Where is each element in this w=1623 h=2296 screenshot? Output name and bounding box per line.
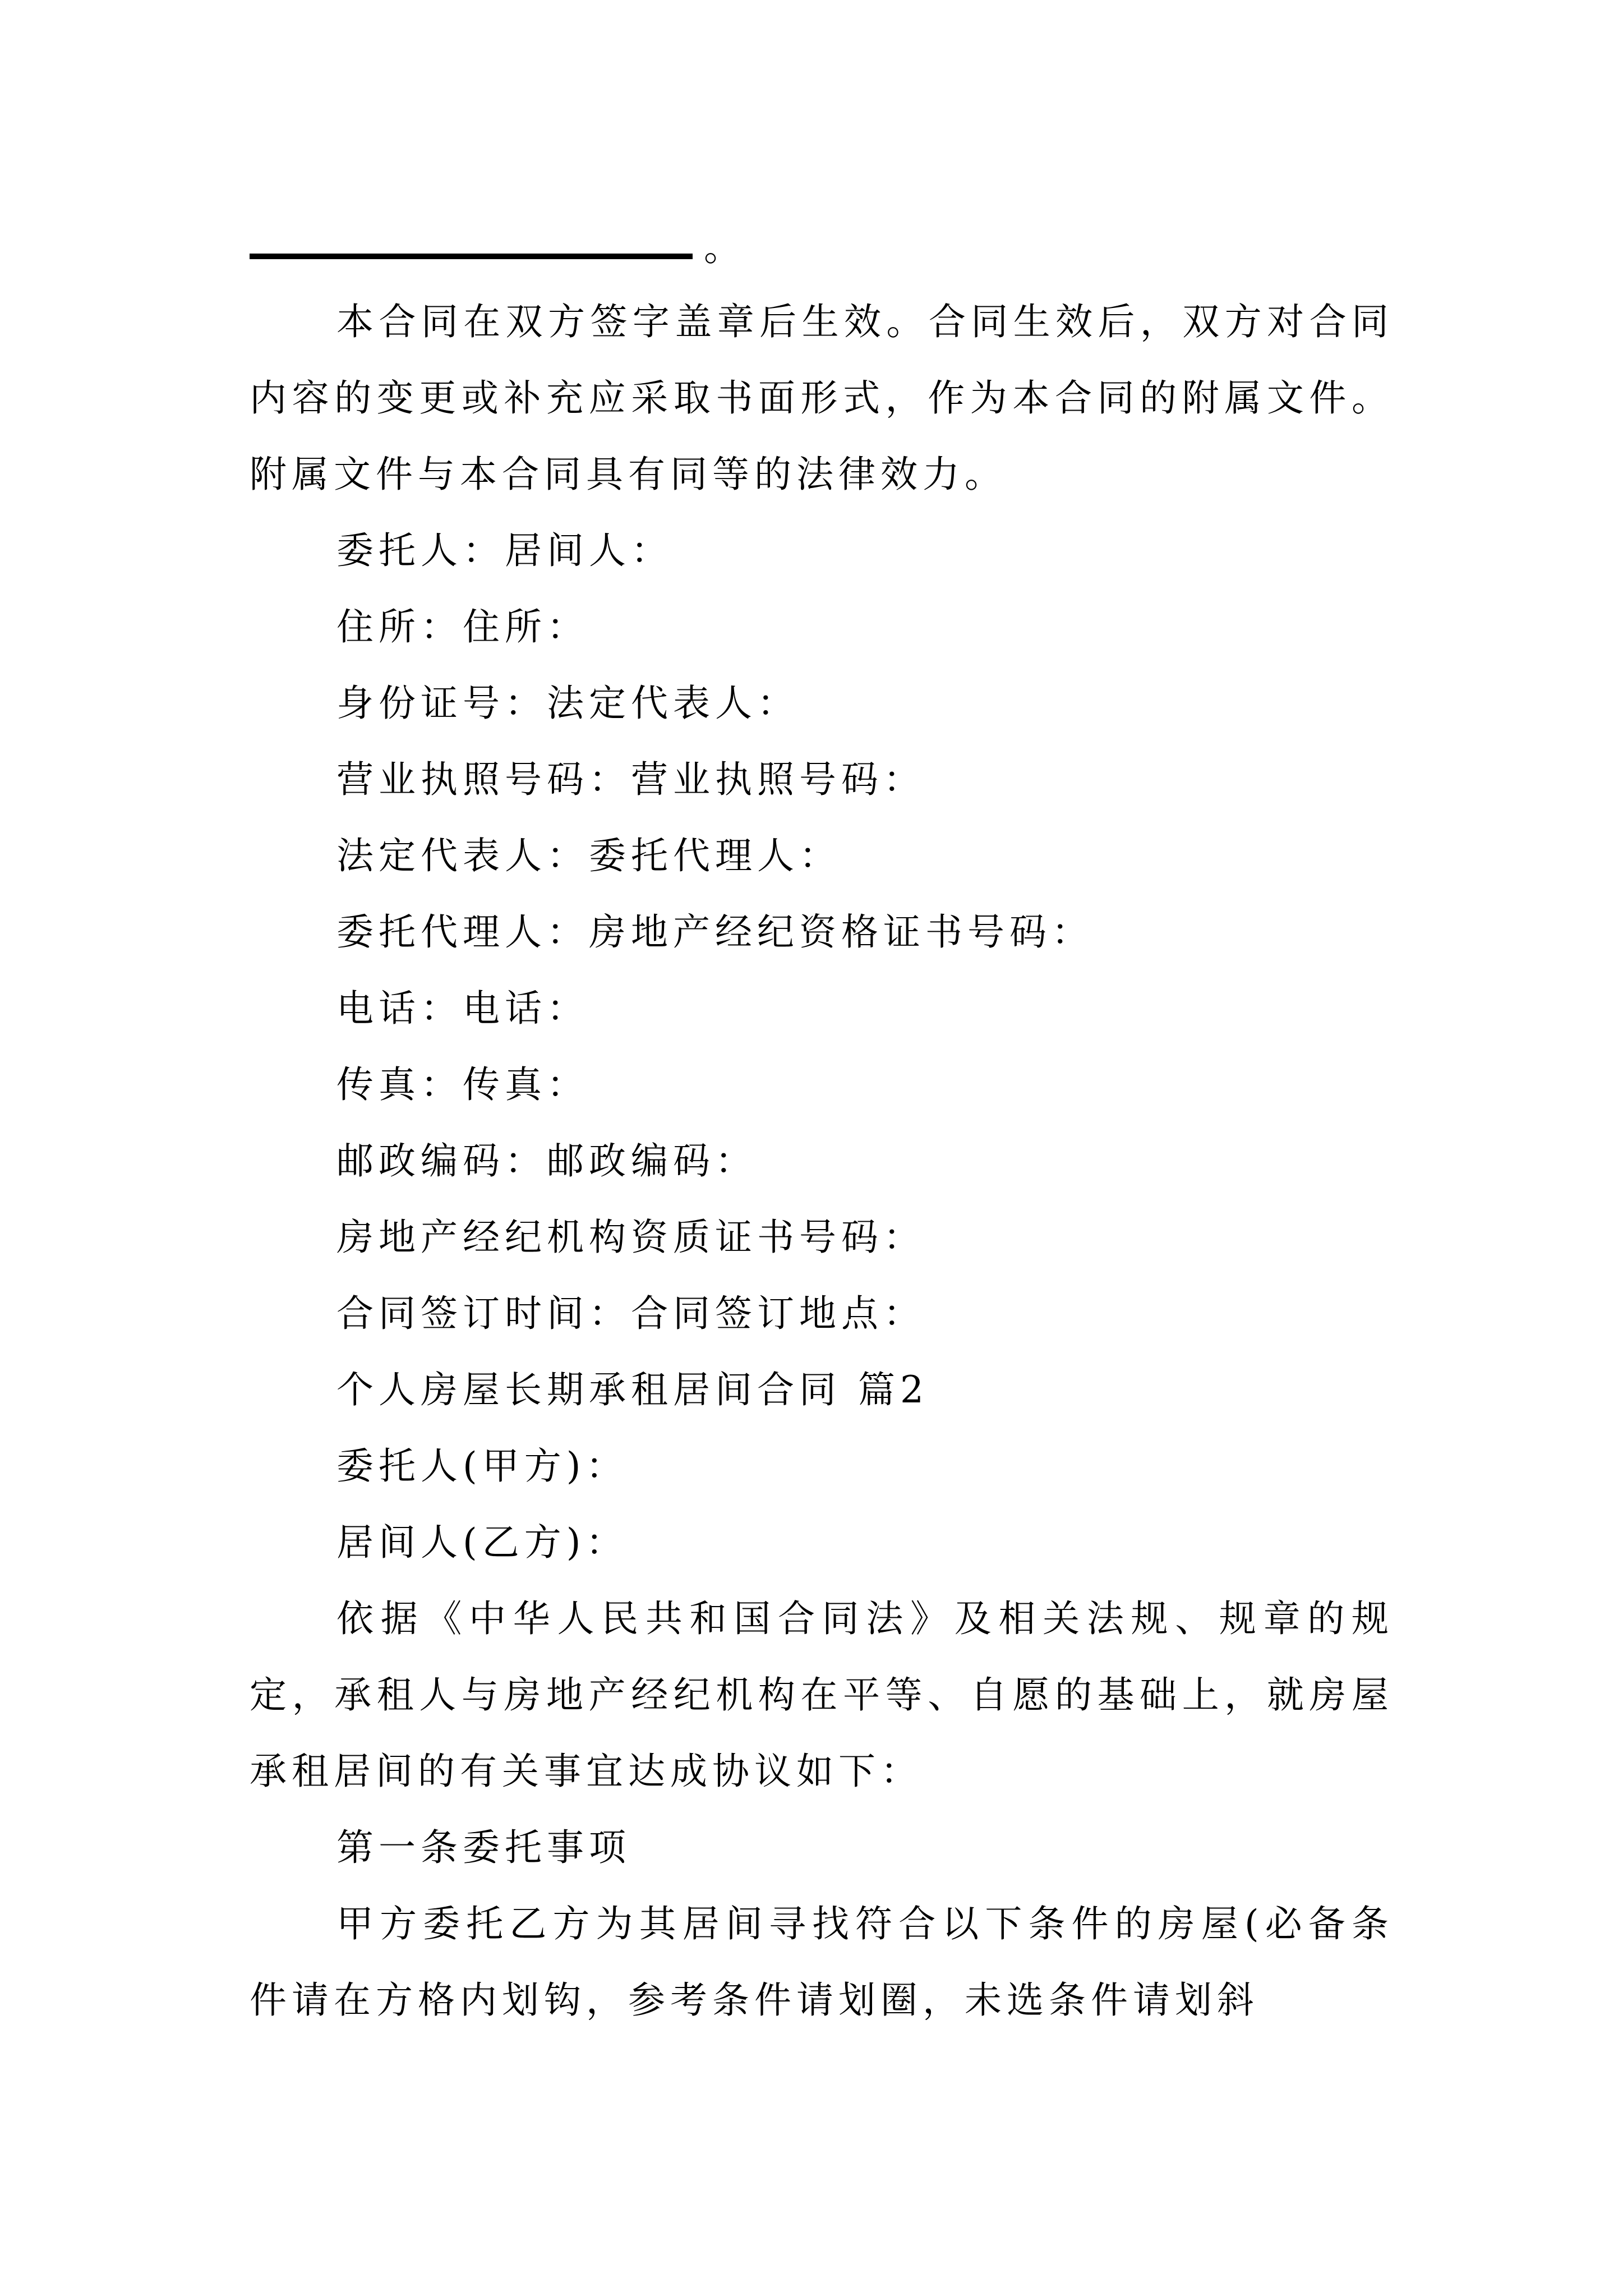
signature-field-fax: 传真：传真：	[336, 1063, 589, 1106]
article-one-paragraph: 甲方委托乙方为其居间寻找符合以下条件的房屋(必备条件请在方格内划钩，参考条件请划圈，未选条件请划斜	[250, 1902, 1394, 2022]
signature-field-phone: 电话：电话：	[336, 987, 589, 1030]
signature-field-address: 住所：住所：	[336, 605, 589, 648]
signature-field-representative: 法定代表人：委托代理人：	[336, 834, 841, 877]
signature-field-qualification: 房地产经纪机构资质证书号码：	[336, 1216, 925, 1259]
document-body	[250, 208, 1394, 2039]
blank-tail-punctuation: 。	[704, 226, 741, 269]
signature-field-id: 身份证号：法定代表人：	[336, 682, 799, 725]
article-one-title: 第一条委托事项	[336, 1826, 631, 1869]
signature-field-signing: 合同签订时间：合同签订地点：	[336, 1292, 925, 1335]
signature-field-postcode: 邮政编码：邮政编码：	[336, 1139, 757, 1182]
basis-paragraph: 依据《中华人民共和国合同法》及相关法规、规章的规定，承租人与房地产经纪机构在平等、自愿的基础上，就房屋承租居间的有关事宜达成协议如下：	[250, 1597, 1394, 1793]
effect-clause-paragraph: 本合同在双方签字盖章后生效。合同生效后，双方对合同内容的变更或补充应采取书面形式，作为本合同的附属文件。附属文件与本合同具有同等的法律效力。	[250, 300, 1394, 496]
signature-field-license: 营业执照号码：营业执照号码：	[336, 758, 925, 801]
party-a-line: 委托人(甲方)：	[336, 1444, 628, 1488]
blank-underline	[250, 254, 693, 259]
signature-field-agent: 委托代理人：房地产经纪资格证书号码：	[336, 910, 1094, 954]
signature-field-party: 委托人：居间人：	[336, 529, 673, 572]
blank-fill-line	[250, 208, 1394, 284]
section-title: 个人房屋长期承租居间合同 篇2	[336, 1368, 929, 1411]
party-b-line: 居间人(乙方)：	[336, 1521, 628, 1564]
